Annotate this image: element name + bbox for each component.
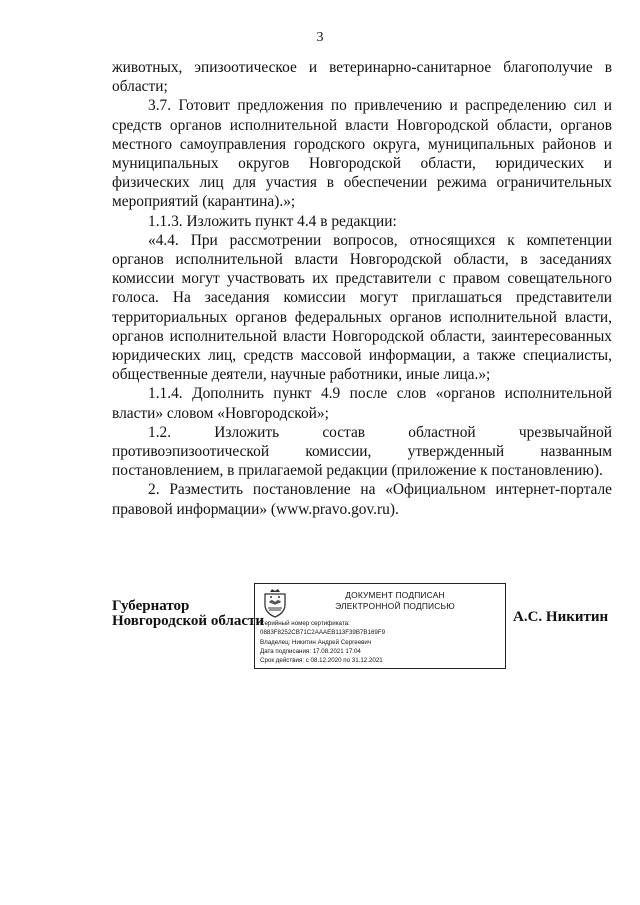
paragraph-1-1-4: 1.1.4. Дополнить пункт 4.9 после слов «органов исполнительной власти» словом «Новгородской»; [112, 385, 612, 422]
electronic-signature-stamp [254, 583, 506, 669]
stamp-details [260, 619, 385, 665]
stamp-heading [295, 590, 495, 612]
signature-block [0, 583, 640, 673]
signer-position-line2: Новгородской области [112, 613, 265, 629]
stamp-heading-line1: ДОКУМЕНТ ПОДПИСАН [345, 590, 445, 600]
paragraph-2: 2. Разместить постановление на «Официальном интернет-портале правовой информации» (www.pravo.gov.ru). [112, 481, 612, 518]
paragraph-4-4-quote: «4.4. При рассмотрении вопросов, относящихся к компетенции органов исполнительной власти Новгородской области, в заседаниях комиссии могут участвовать их представители с правом совещательного голоса. На заседания комиссии могут приглашаться представители территориальных органов федеральных органов исполнительной власти, органов исполнительной власти Новгородской области, заинтересованных юридических лиц, средств массовой информации, а также специалисты, общественные деятели, научные работники, иные лица.»; [112, 231, 612, 384]
stamp-signed-date: Дата подписания: 17.08.2021 17:04 [260, 647, 361, 655]
signer-position [112, 599, 264, 629]
signer-name: А.С. Никитин [513, 609, 609, 625]
paragraph-1-2: 1.2. Изложить состав областной чрезвычайной противоэпизоотической комиссии, утвержденный названным постановлением, в прилагаемой редакции (приложение к постановлению). [112, 423, 612, 480]
page-number: 3 [316, 30, 324, 45]
stamp-heading-line2: ЭЛЕКТРОННОЙ ПОДПИСЬЮ [335, 601, 455, 611]
signer-position-line1: Губернатор [112, 598, 190, 614]
document-body [112, 58, 612, 519]
stamp-owner: Владелец: Никитин Андрей Сергеевич [260, 638, 372, 646]
stamp-serial-value: 0883F8252CB71C2AAAEB113F39B7B169F9 [260, 629, 386, 637]
stamp-serial-label: Серийный номер сертификата: [260, 620, 350, 627]
novgorod-coat-of-arms-icon [260, 588, 290, 618]
paragraph-3-7: 3.7. Готовит предложения по привлечению и распределению сил и средств органов исполнительной власти Новгородской области, органов местного самоуправления городского округа, муниципальных районов и муниципальных округов Новгородской области, юридических и физических лиц для участия в обеспечении режима ограничительных мероприятий (карантина).»; [112, 97, 612, 211]
paragraph-1-1-3: 1.1.3. Изложить пункт 4.4 в редакции: [148, 212, 397, 230]
stamp-validity: Срок действия: с 08.12.2020 по 31.12.2021 [260, 657, 383, 665]
paragraph-continuation: животных, эпизоотическое и ветеринарно-санитарное благополучие в области; [112, 59, 612, 96]
